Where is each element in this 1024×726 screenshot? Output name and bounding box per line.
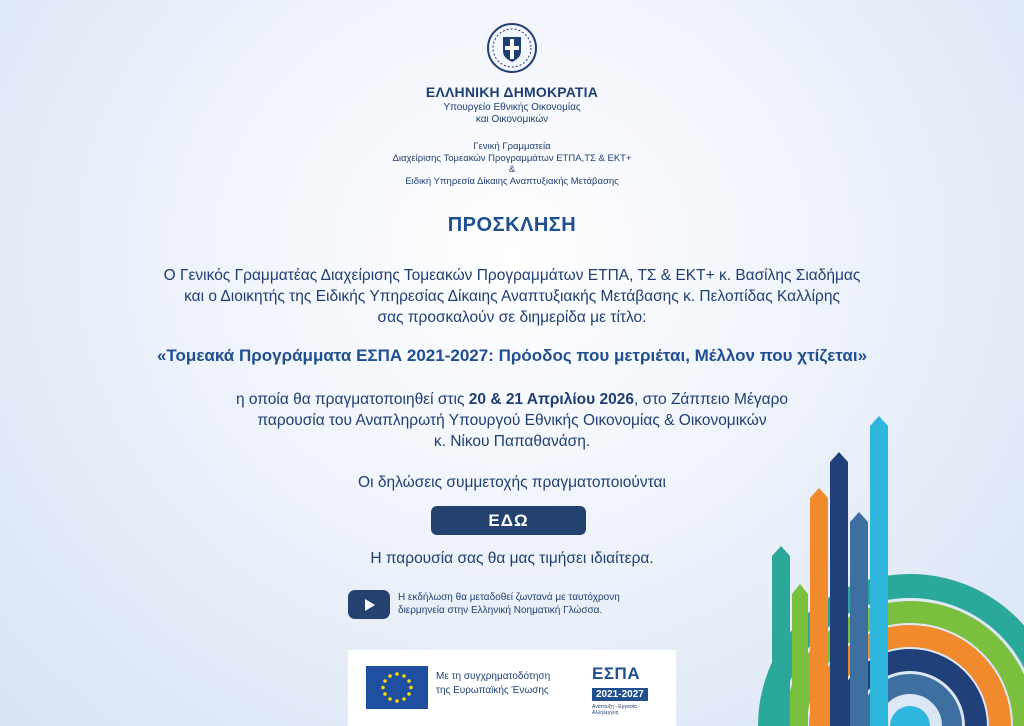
youtube-play-icon[interactable] <box>348 590 390 619</box>
register-here-button[interactable]: ΕΔΩ <box>431 506 586 535</box>
funding-footer <box>348 650 676 726</box>
eu-flag-icon <box>366 666 428 709</box>
event-date: 20 & 21 Απριλίου 2026 <box>468 391 634 408</box>
closing-text: Η παρουσία σας θα μας τιμήσει ιδιαίτερα. <box>370 550 654 567</box>
invitation-intro: Ο Γενικός Γραμματέας Διαχείρισης Τομεακών Προγραμμάτων ΕΤΠΑ, ΤΣ & ΕΚΤ+ κ. Βασίλης Σιαδήμας και ο Διοικητής της Ειδικής Υπηρεσίας Δίκαιης Αναπτυξιακής Μετάβασης κ. Πελοπίδας Καλλίρης σας προσκαλούν σε διημερίδα με τίτλο: <box>163 267 861 326</box>
registration-text: Οι δηλώσεις συμμετοχής πραγματοποιούνται <box>358 474 666 491</box>
ministry-name: Υπουργείο Εθνικής Οικονομίας και Οικονομικών <box>443 102 581 125</box>
event-title: «Τομεακά Προγράμματα ΕΣΠΑ 2021-2027: Πρόοδος που μετριέται, Μέλλον που χτίζεται» <box>156 346 868 365</box>
espa-logo: ΕΣΠΑ 2021-2027 Ανάπτυξη - Εργασία - Αλληλεγγύη <box>592 664 666 716</box>
government-title: ΕΛΛΗΝΙΚΗ ΔΗΜΟΚΡΑΤΙΑ <box>425 84 599 100</box>
decorative-graphic <box>740 410 1024 726</box>
event-details: η οποία θα πραγματοποιηθεί στις 20 & 21 Απριλίου 2026, στο Ζάππειο Μέγαρο παρουσία του Αναπληρωτή Υπουργού Εθνικής Οικονομίας & Οικονομικών κ. Νίκου Παπαθανάση. <box>235 391 789 450</box>
cofunding-text: Με τη συγχρηματοδότηση της Ευρωπαϊκής Ένωσης <box>436 671 551 696</box>
play-icon <box>362 598 376 612</box>
decorative-arcs <box>770 586 1024 726</box>
broadcast-note: Η εκδήλωση θα μεταδοθεί ζωντανά με ταυτόχρονη διερμηνεία στην Ελληνική Νοηματική Γλώσσα. <box>398 592 620 616</box>
invitation-heading: ΠΡΟΣΚΛΗΣΗ <box>447 214 577 236</box>
secretariat-name: Γενική Γραμματεία Διαχείρισης Τομεακών Προγραμμάτων ΕΤΠΑ,ΤΣ & ΕΚΤ+ & Ειδική Υπηρεσία Δίκαιης Αναπτυξιακής Μετάβασης <box>392 141 632 187</box>
greek-coat-of-arms-icon <box>486 22 538 74</box>
decorative-arrows <box>772 416 888 726</box>
